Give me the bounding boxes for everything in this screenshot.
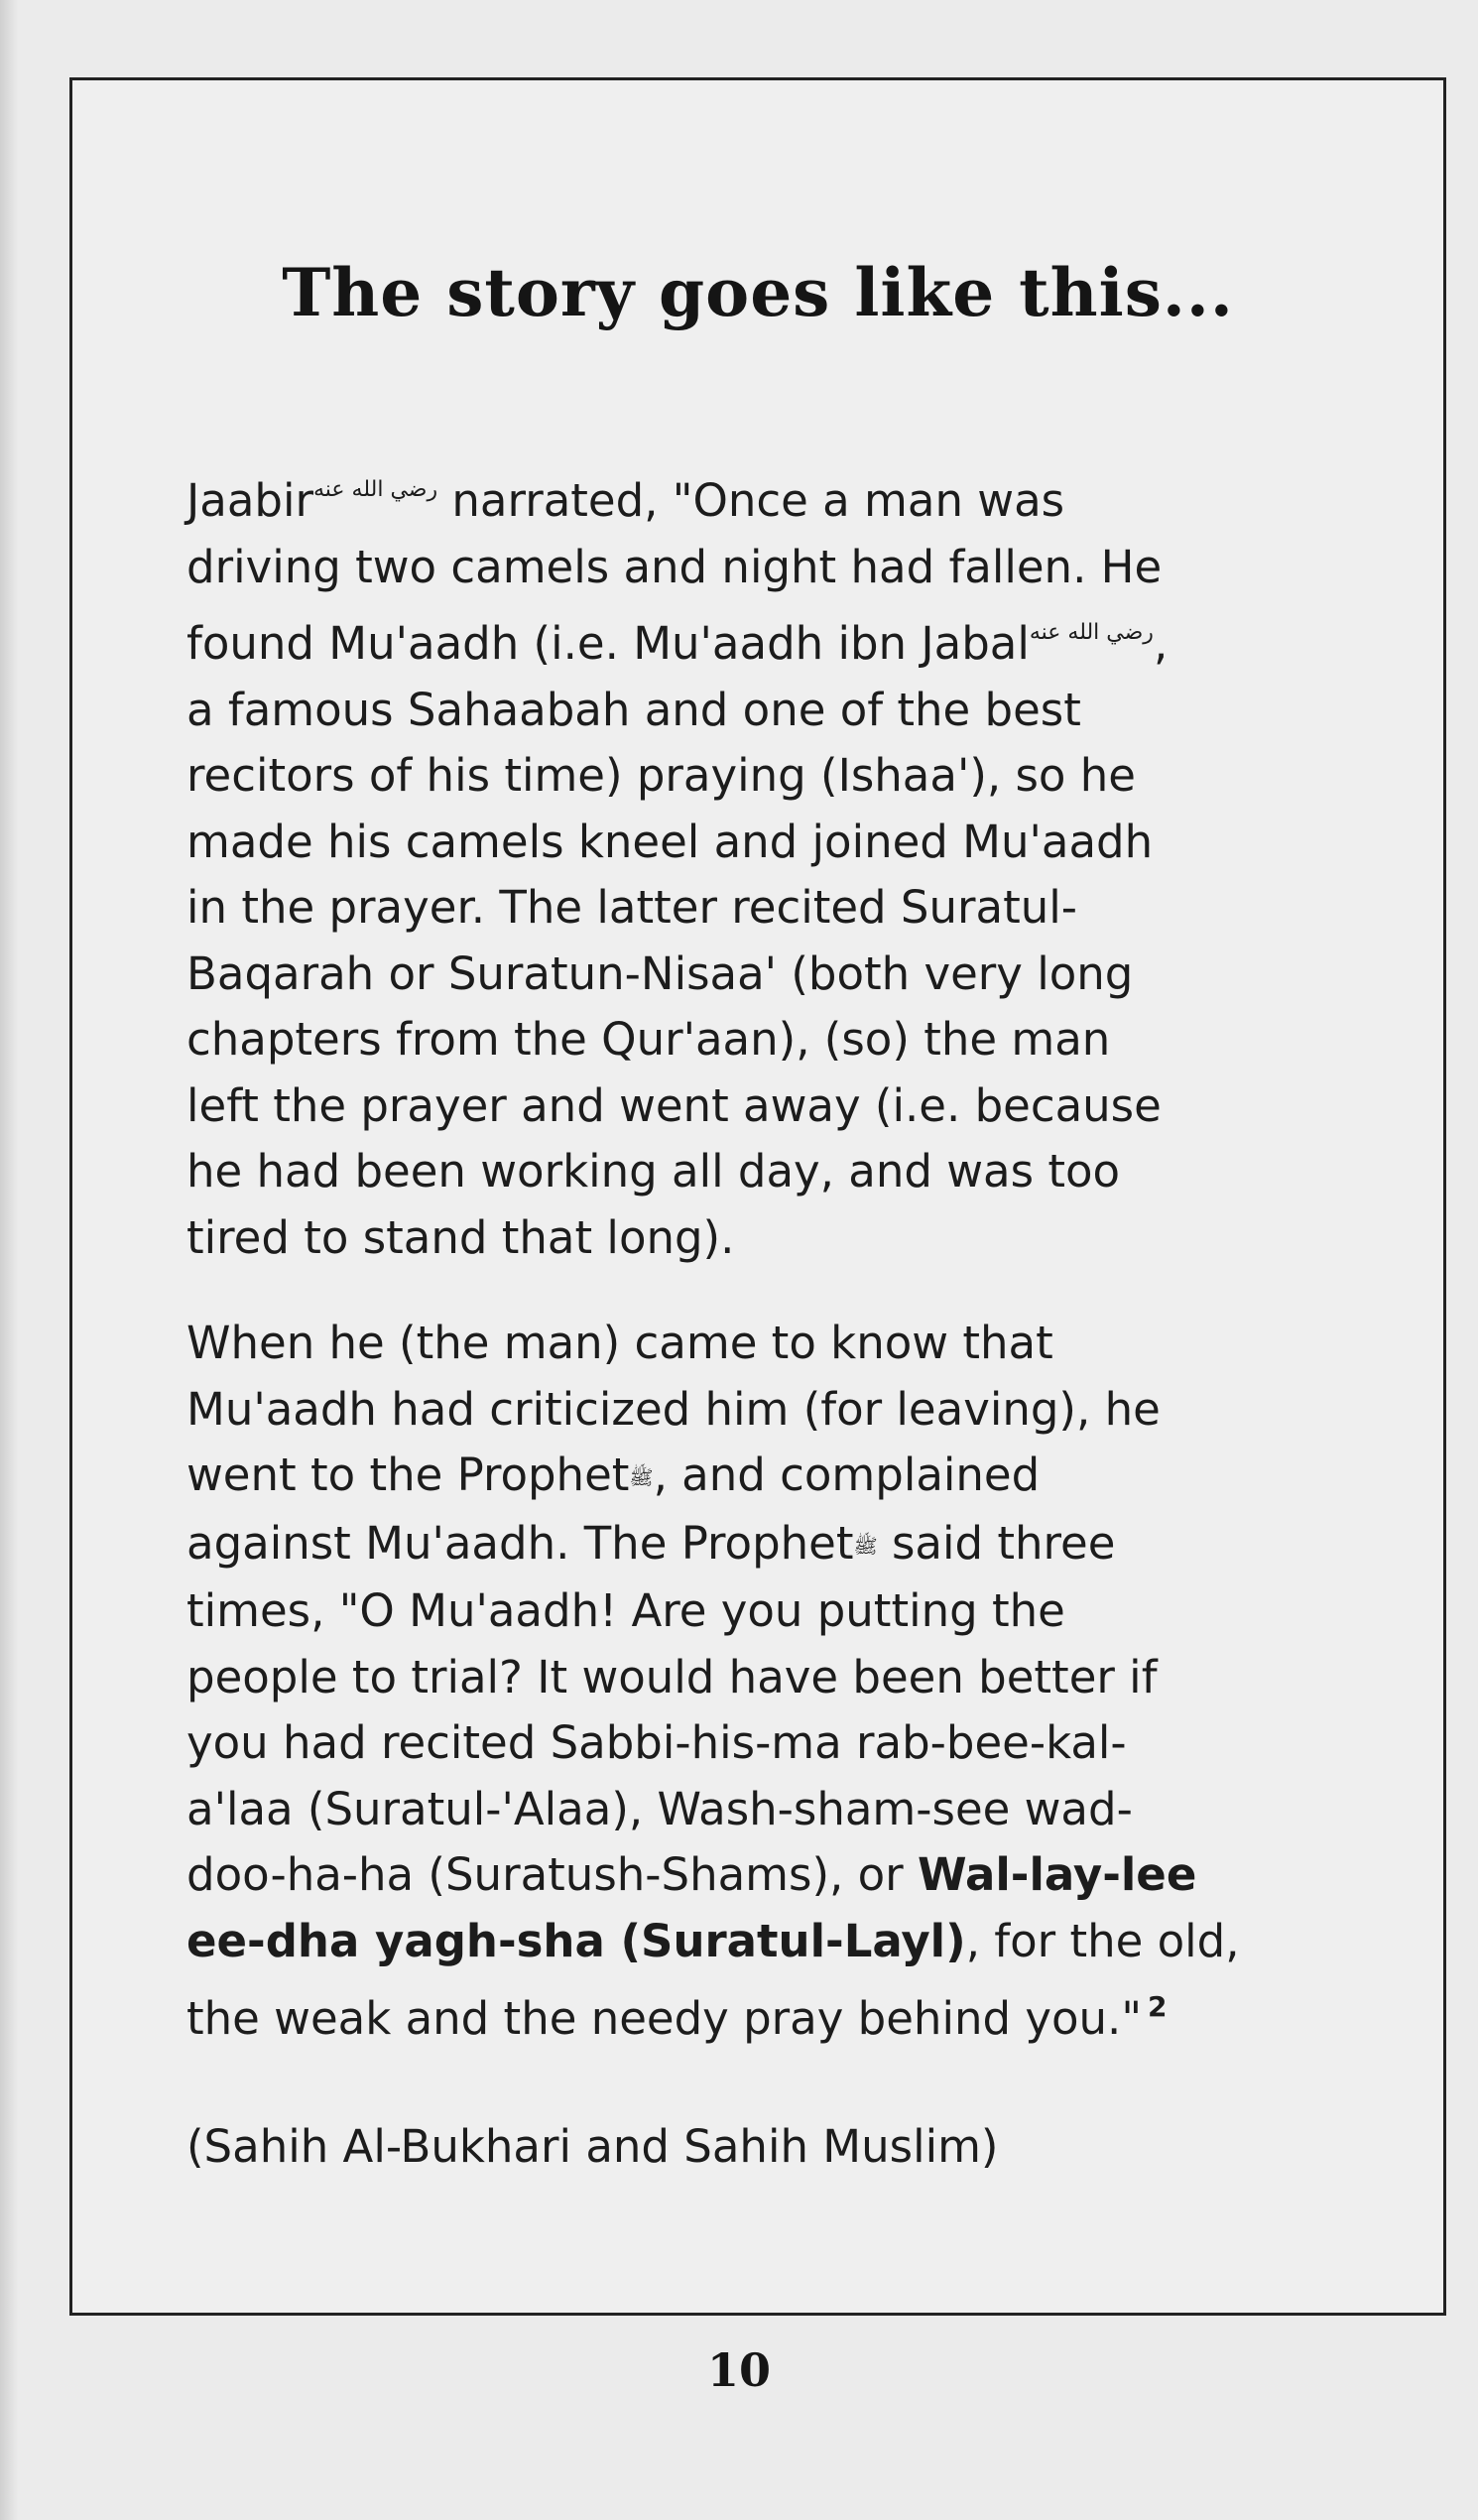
text-fragment: went to the Prophet xyxy=(186,1449,630,1501)
honorific-companion-icon: رضي الله عنه xyxy=(313,477,438,502)
honorific-prophet-icon: ﷺ xyxy=(629,1465,654,1489)
text-fragment: the weak and the needy pray behind you." xyxy=(186,1992,1143,2045)
text-line: driving two camels and night had fallen. He xyxy=(186,540,1163,593)
surah-name-bold: Wal-lay-lee xyxy=(917,1848,1197,1901)
text-line: a'laa (Suratul-'Alaa), Wash-sham-see wad- xyxy=(186,1782,1133,1835)
surah-name-bold: ee-dha yagh-sha (Suratul-Layl) xyxy=(186,1914,966,1967)
citation: (Sahih Al-Bukhari and Sahih Muslim) xyxy=(186,2120,999,2173)
text-line: a famous Sahaabah and one of the best xyxy=(186,683,1081,736)
text-fragment: against Mu'aadh. The Prophet xyxy=(186,1516,854,1570)
honorific-prophet-icon: ﷺ xyxy=(853,1533,878,1558)
text-fragment: said three xyxy=(877,1516,1116,1570)
honorific-companion-icon: رضي الله عنه xyxy=(1029,620,1154,645)
story-paragraph-1 xyxy=(186,457,1407,1271)
text-line: times, "O Mu'aadh! Are you putting the xyxy=(186,1584,1065,1637)
page-title: The story goes like this... xyxy=(282,254,1234,331)
story-frame xyxy=(69,77,1446,2316)
text-line: in the prayer. The latter recited Suratul- xyxy=(186,881,1077,934)
text-line: tired to stand that long). xyxy=(186,1210,735,1264)
text-fragment: doo-ha-ha (Suratush-Shams), or xyxy=(186,1848,918,1901)
text-line: When he (the man) came to know that xyxy=(186,1317,1053,1369)
text-fragment: found Mu'aadh (i.e. Mu'aadh ibn Jabal xyxy=(186,617,1030,670)
text-line: people to trial? It would have been better if xyxy=(186,1650,1158,1703)
text-line: he had been working all day, and was too xyxy=(186,1145,1121,1197)
text-line: recitors of his time) praying (Ishaa'), so he xyxy=(186,749,1136,802)
text-line: Baqarah or Suratun-Nisaa' (both very long xyxy=(186,946,1134,1000)
text-line: made his camels kneel and joined Mu'aadh xyxy=(186,815,1154,868)
page-edge-shadow xyxy=(0,0,18,2520)
text-fragment: , and complained xyxy=(653,1449,1041,1501)
page-number: 10 xyxy=(706,2343,771,2397)
footnote-marker: 2 xyxy=(1148,1990,1168,2023)
text-line: chapters from the Qur'aan), (so) the man xyxy=(186,1013,1111,1066)
text-line: left the prayer and went away (i.e. because xyxy=(186,1078,1162,1132)
text-fragment: narrated, "Once a man was xyxy=(437,474,1065,527)
text-line: Mu'aadh had criticized him (for leaving), he xyxy=(186,1382,1161,1436)
text-fragment: , for the old, xyxy=(965,1914,1240,1967)
text-fragment: , xyxy=(1153,617,1169,670)
story-paragraph-2 xyxy=(186,1311,1407,2053)
text-fragment: Jaabir xyxy=(186,474,313,527)
text-line: you had recited Sabbi-his-ma rab-bee-kal- xyxy=(186,1716,1127,1769)
